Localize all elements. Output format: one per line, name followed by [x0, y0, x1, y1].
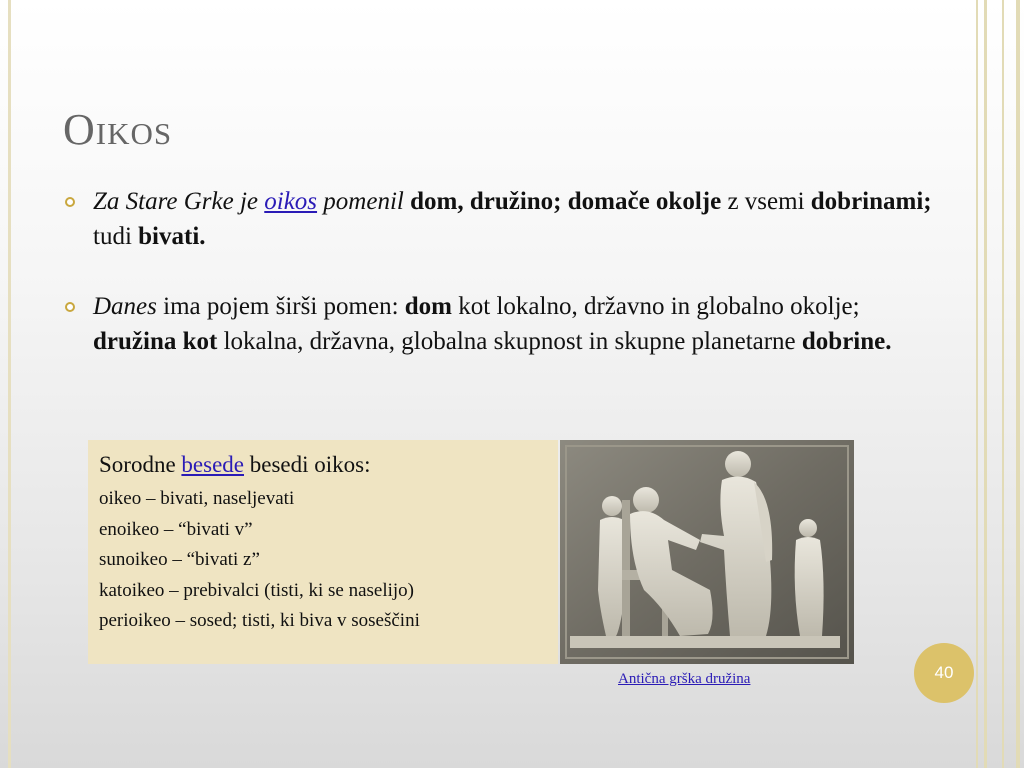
slide-title: Oikos	[63, 105, 173, 154]
b1-text-1: Za Stare Grke je	[93, 188, 259, 215]
related-words-box	[88, 440, 558, 664]
besede-link[interactable]: besede	[181, 452, 244, 477]
page-number-badge: 40	[914, 643, 974, 703]
bullet-list	[62, 184, 942, 359]
bullet-item-1	[62, 184, 942, 254]
word-item: perioikeo – sosed; tisti, ki biva v soseščini	[99, 610, 420, 631]
bullet-circle-icon	[65, 197, 75, 207]
b1-text-6: tudi	[93, 223, 132, 250]
oikos-link[interactable]: oikos	[264, 188, 318, 215]
heading-pre: Sorodne	[99, 452, 176, 477]
b2-text-3: dom	[404, 293, 453, 320]
word-item: sunoikeo – “bivati z”	[99, 549, 260, 570]
b1-text-7: bivati.	[138, 223, 206, 250]
b2-text-2: ima pojem širši pomen:	[163, 293, 399, 320]
b1-text-2: pomenil	[323, 188, 404, 215]
b2-text-6: lokalna, državna, globalna skupnost in skupne planetarne	[223, 328, 796, 355]
b1-text-3: dom, družino; domače okolje	[410, 188, 722, 215]
bullet-item-2	[62, 289, 942, 359]
right-decorative-rules	[976, 0, 1024, 768]
bullet-circle-icon	[65, 302, 75, 312]
heading-post: besedi oikos:	[249, 452, 371, 477]
image-caption-link[interactable]: Antična grška družina	[618, 671, 751, 687]
b2-text-1: Danes	[93, 293, 157, 320]
related-words-heading	[99, 450, 558, 480]
word-item: enoikeo – “bivati v”	[99, 518, 253, 540]
b2-text-5: družina kot	[93, 328, 218, 355]
b1-text-4: z vsemi	[727, 188, 805, 215]
b2-text-4: kot lokalno, državno in globalno okolje;	[458, 293, 860, 320]
word-item: katoikeo – prebivalci (tisti, ki se naselijo)	[99, 579, 415, 601]
word-item: oikeo – bivati, naseljevati	[99, 488, 295, 509]
left-decorative-rule	[8, 0, 11, 768]
b1-text-5: dobrinami;	[810, 188, 932, 215]
b2-text-7: dobrine.	[801, 328, 892, 355]
ancient-greek-relief-image	[560, 440, 854, 664]
